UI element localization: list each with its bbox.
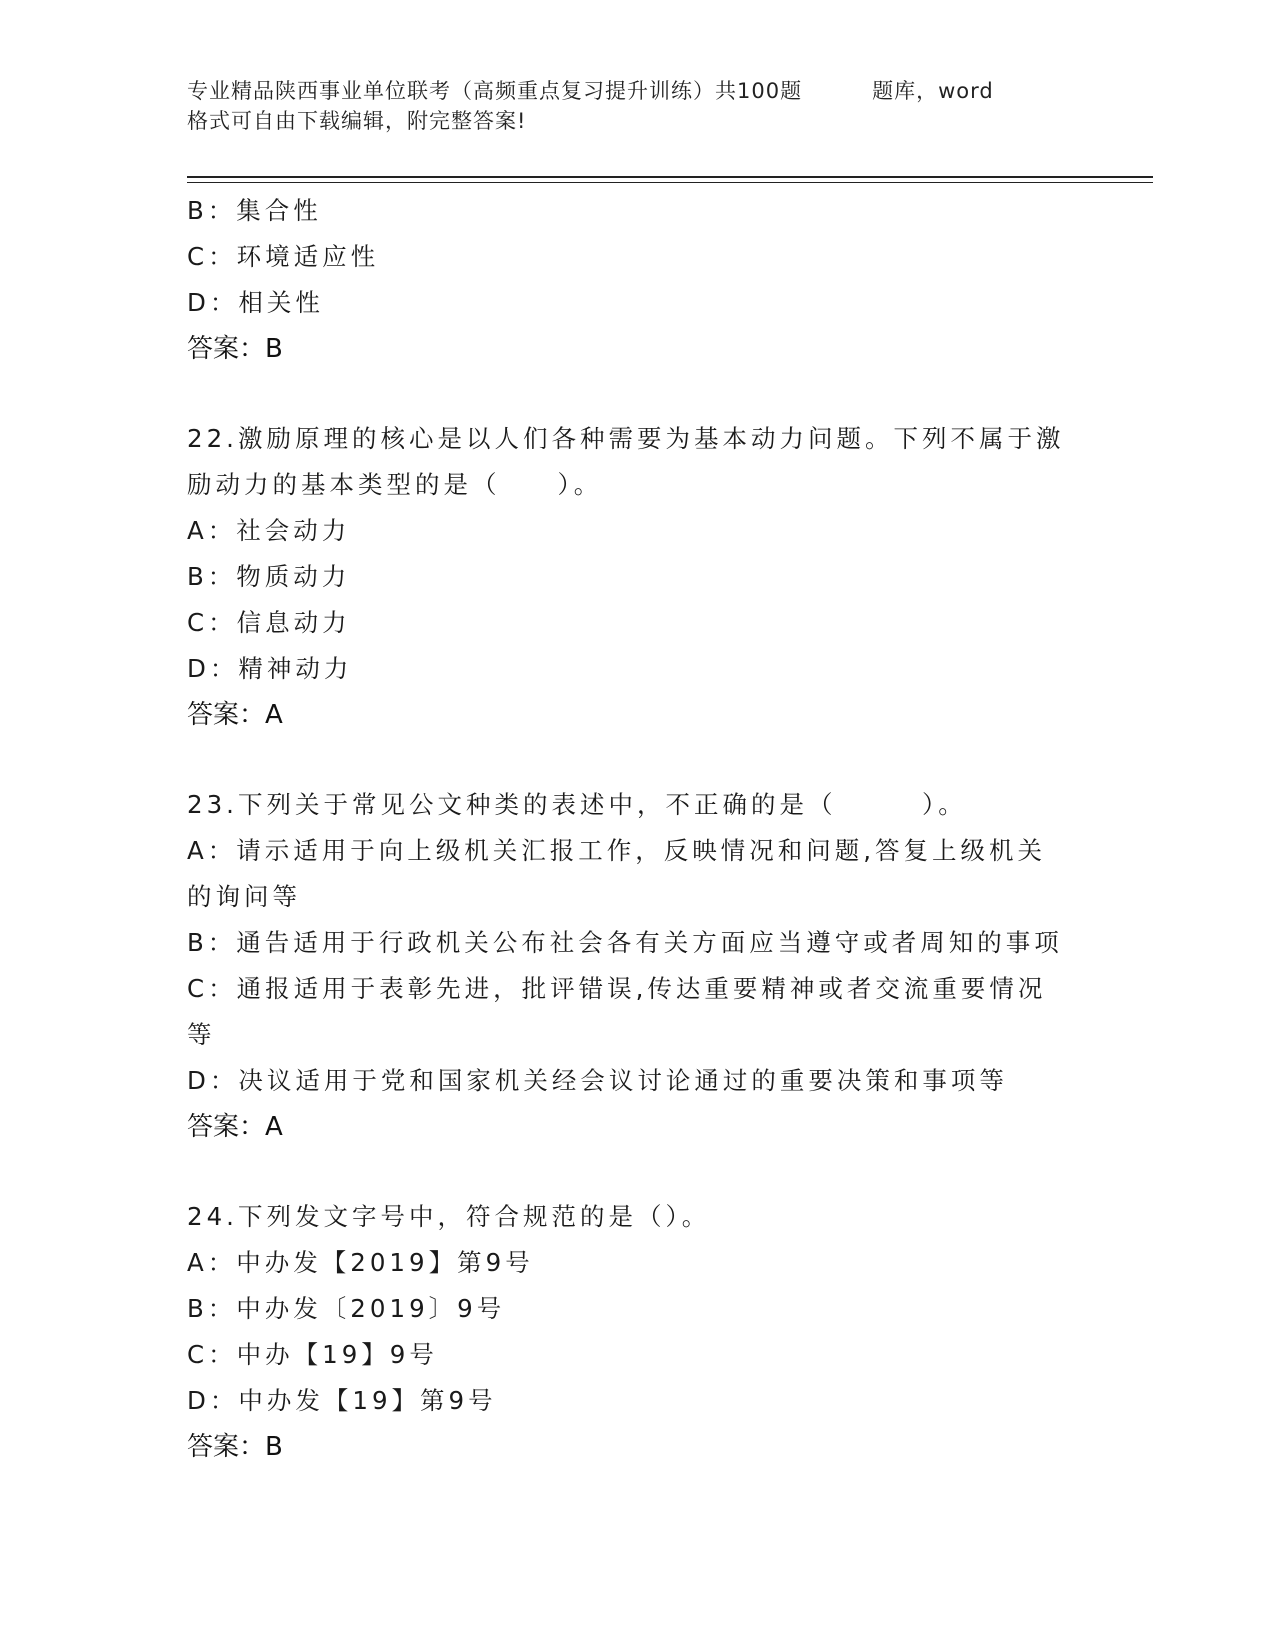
answer-option: C：信息动力 — [187, 608, 351, 637]
answer-option: A：请示适用于向上级机关汇报工作，反映情况和问题,答复上级机关 — [187, 836, 1047, 865]
answer-option: A：中办发【2019】第9号 — [187, 1248, 534, 1277]
answer-option: B：中办发〔2019〕9号 — [187, 1294, 506, 1323]
answer-option: B：通告适用于行政机关公布社会各有关方面应当遵守或者周知的事项 — [187, 928, 1063, 957]
answer-option: D：精神动力 — [187, 654, 353, 683]
answer-option: B：集合性 — [187, 196, 322, 225]
question-stem: 23.下列关于常见公文种类的表述中，不正确的是（ ）。 — [187, 790, 967, 819]
header-line-2: 格式可自由下载编辑，附完整答案! — [187, 109, 527, 133]
answer-option: C：环境适应性 — [187, 242, 380, 271]
answer-line: 答案：A — [187, 700, 283, 730]
header-line-1 — [187, 76, 1107, 106]
header-divider-thin — [187, 182, 1153, 183]
answer-line: 答案：B — [187, 334, 283, 364]
answer-option: B：物质动力 — [187, 562, 351, 591]
answer-option: A：社会动力 — [187, 516, 351, 545]
answer-option: D：相关性 — [187, 288, 324, 317]
question-stem: 22.激励原理的核心是以人们各种需要为基本动力问题。下列不属于激 — [187, 424, 1065, 453]
question-stem: 24.下列发文字号中，符合规范的是（）。 — [187, 1202, 711, 1231]
answer-option: 的询问等 — [187, 882, 301, 911]
answer-option: C：中办【19】9号 — [187, 1340, 438, 1369]
answer-option: D：决议适用于党和国家机关经会议讨论通过的重要决策和事项等 — [187, 1066, 1008, 1095]
header-divider-thick — [187, 176, 1153, 178]
question-spacer — [187, 372, 1087, 416]
question-list — [187, 188, 1087, 1470]
answer-option: D：中办发【19】第9号 — [187, 1386, 497, 1415]
answer-option: 等 — [187, 1020, 216, 1049]
document-header — [187, 76, 1107, 136]
answer-option: C：通报适用于表彰先进，批评错误,传达重要精神或者交流重要情况 — [187, 974, 1047, 1003]
question-stem: 励动力的基本类型的是（ ）。 — [187, 470, 603, 499]
question-spacer — [187, 738, 1087, 782]
question-spacer — [187, 1150, 1087, 1194]
header-title-suffix: 题库，word — [872, 79, 994, 103]
answer-line: 答案：B — [187, 1432, 283, 1462]
answer-line: 答案：A — [187, 1112, 283, 1142]
header-title: 专业精品陕西事业单位联考（高频重点复习提升训练）共100题 — [187, 79, 803, 103]
